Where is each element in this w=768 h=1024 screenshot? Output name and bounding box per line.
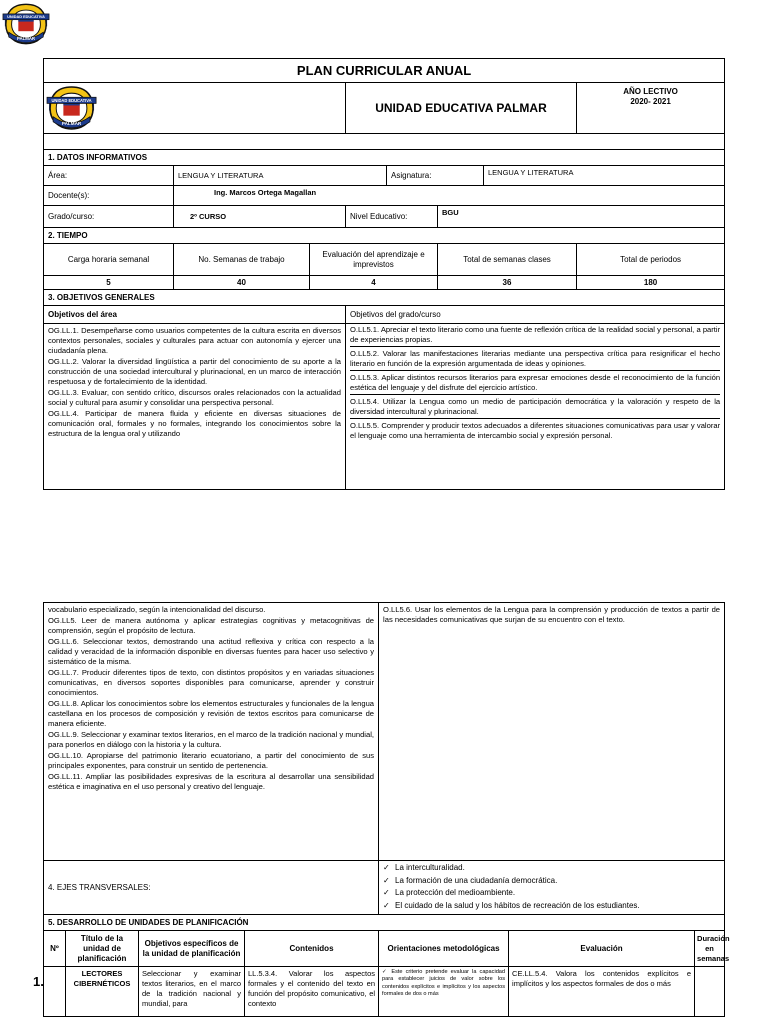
area-objective: OG.LL.4. Participar de manera fluida y eficiente en diversas situaciones de comunicación oral, formales y no formales, integrando los conocimientos sobre la estructura de la lengua oral y utilizando [48,409,341,438]
unit-number-cell [44,967,66,1017]
transversal-axes-list [379,861,725,915]
checkmark-icon: ✓ [383,863,390,872]
units-header-methodology: Orientaciones metodológicas [379,931,509,967]
area-objective: OG.LL.9. Seleccionar y examinar textos literarios, en el marco de la tradición nacional y mundial, para ponerlos en diálogo con la historia y la cultura. [48,730,375,749]
school-year-label: AÑO LECTIVO [623,87,678,96]
transversal-axis-text: La interculturalidad. [395,863,465,872]
school-crest-logo [46,85,132,131]
logo-text-top: UNIDAD EDUCATIVA [51,97,92,103]
subject-label: Asignatura: [387,166,484,186]
area-objective: OG.LL.10. Apropiarse del patrimonio literario ecuatoriano, a partir del conocimiento de sus principales exponentes, para construir un sentido de pertenencia. [48,751,375,770]
time-value-work-weeks: 40 [174,276,310,290]
curriculum-plan-table [43,58,725,490]
grade-objective: O.LL5.1. Apreciar el texto literario como una fuente de reflexión crítica de la realidad social y personal, a partir de experiencias propias. [350,324,720,347]
area-objective: OG.LL.7. Producir diferentes tipos de texto, con distintos propósitos y en variadas situaciones comunicativas, en diversos soportes disponibles para comunicarse, aprender y construir conocimientos. [48,668,375,697]
area-objective: OG.LL.3. Evaluar, con sentido crítico, discursos orales relacionados con la actualidad social y cultural para asumir y consolidar una perspectiva personal. [48,388,341,407]
area-objective: OG.LL.6. Seleccionar textos, demostrando una actitud reflexiva y crítica con respecto a la calidad y veracidad de la información disponible en diversas fuentes para hacer uso selectivo y sistemático de la misma. [48,637,375,666]
transversal-axis-text: La protección del medioambiente. [395,888,516,897]
subject-value: LENGUA Y LITERATURA [484,166,725,186]
school-crest-logo [2,2,50,46]
time-header-work-weeks: No. Semanas de trabajo [174,244,310,276]
unit-evaluation: CE.LL.5.4. Valora los contenidos explícitos e implícitos y los aspectos formales de dos o más [509,967,695,1017]
checkmark-icon: ✓ [383,900,390,910]
area-objectives-list-continued [44,603,379,861]
area-objective: vocabulario especializado, según la intencionalidad del discurso. [48,605,266,614]
unit-duration [695,967,725,1017]
transversal-axes-label: 4. EJES TRANSVERSALES: [44,861,379,915]
units-header-contents: Contenidos [245,931,379,967]
school-name: UNIDAD EDUCATIVA PALMAR [346,83,577,134]
unit-item-number: 1. [33,974,44,989]
section-time: 2. TIEMPO [44,228,725,244]
logo-text-bottom: PALMAR [16,35,36,41]
time-value-class-weeks: 36 [438,276,577,290]
units-header-objectives: Objetivos específicos de la unidad de planificación [139,931,245,967]
grade-objective: O.LL5.6. Usar los elementos de la Lengua para la comprensión y producción de textos a partir de las necesidades comunicativas que surjan de su encuentro con el texto. [383,605,721,624]
school-year-value: 2020- 2021 [630,97,671,106]
header-logo-cell [44,83,346,134]
checkmark-icon: ✓ [383,888,390,897]
time-value-evaluation: 4 [310,276,438,290]
section-units: 5. DESARROLLO DE UNIDADES DE PLANIFICACIÓN [44,915,725,931]
time-value-weekly-hours: 5 [44,276,174,290]
area-objective: OG.LL5. Leer de manera autónoma y aplicar estrategias cognitivas y metacognitivas de comprensión, según el propósito de lectura. [48,616,375,635]
time-header-periods: Total de periodos [577,244,725,276]
transversal-axis-item [383,887,720,900]
logo-text-top: UNIDAD EDUCATIVA [7,15,45,20]
spacer-row [44,134,725,150]
grade-objective: O.LL5.4. Utilizar la Lengua como un medio de participación democrática y la valoración y respeto de la diversidad intercultural y plurinacional. [350,396,720,419]
school-year [577,83,725,134]
teacher-value: Ing. Marcos Ortega Magallan [174,186,725,206]
area-label: Área: [44,166,174,186]
area-objective: OG.LL.8. Aplicar los conocimientos sobre los elementos estructurales y funcionales de la lengua castellana en los procesos de composición y revisión de textos escritos para comunicarse de manera eficiente. [48,699,375,728]
unit-methodology: ✓ Este criterio pretende evaluar la capacidad para establecer juicios de valor sobre los contenidos explícitos e implícitos y los aspectos formales de dos o más [379,967,509,1017]
area-objective: OG.LL.1. Desempeñarse como usuarios competentes de la cultura escrita en diversos contextos personales, sociales y culturales para actuar con autonomía y ejercer una ciudadanía plena. [48,326,341,355]
time-value-periods: 180 [577,276,725,290]
area-objectives-list [44,324,346,490]
level-label: Nivel Educativo: [346,206,438,228]
curriculum-plan-table-continued [43,602,730,1017]
transversal-axis-text: El cuidado de la salud y los hábitos de recreación de los estudiantes. [395,900,640,910]
unit-contents: LL.5.3.4. Valorar los aspectos formales y el contenido del texto en función del propósito comunicativo, el contexto [245,967,379,1017]
grade-value: 2º CURSO [174,206,346,228]
transversal-axis-item [383,875,720,888]
checkmark-icon: ✓ [383,875,390,885]
grade-objective: O.LL5.2. Valorar las manifestaciones literarias mediante una perspectiva crítica para resignificar el hecho literario en función de la expresión argumentada de ideas y opiniones. [350,348,720,371]
area-objective: OG.LL.11. Ampliar las posibilidades expresivas de la escritura al desarrollar una sensibilidad estética e imaginativa en el uso personal y creativo del lenguaje. [48,772,375,791]
time-header-class-weeks: Total de semanas clases [438,244,577,276]
grade-objectives-header: Objetivos del grado/curso [346,306,725,324]
plan-title: PLAN CURRICULAR ANUAL [44,59,725,83]
grade-label: Grado/curso: [44,206,174,228]
units-header-evaluation: Evaluación [509,931,695,967]
area-objective: OG.LL.2. Valorar la diversidad lingüística a partir del conocimiento de su aporte a la construcción de una sociedad intercultural y plurinacional, en un marco de interacción respetuosa y de fortalecimiento de la identidad. [48,357,341,386]
time-header-evaluation: Evaluación del aprendizaje e imprevistos [310,244,438,276]
units-header-duration: Duración en semanas [695,931,725,967]
grade-objectives-list-continued [379,603,725,861]
grade-objective: O.LL5.3. Aplicar distintos recursos literarios para expresar emociones desde el reconocimiento de la función estética del lenguaje y del disfrute del ejercicio artístico. [350,372,720,395]
area-value: LENGUA Y LITERATURA [174,166,387,186]
time-header-weekly-hours: Carga horaria semanal [44,244,174,276]
unit-title: LECTORES CIBERNÉTICOS [66,967,139,1017]
unit-objectives: Seleccionar y examinar textos literarios, en el marco de la tradición nacional y mundial, para [139,967,245,1017]
transversal-axis-item [383,862,720,875]
units-header-title: Título de la unidad de planificación [66,931,139,967]
area-objectives-header: Objetivos del área [44,306,346,324]
units-header-number: Nº [44,931,66,967]
transversal-axis-text: La formación de una ciudadanía democrática. [395,875,558,885]
teacher-label: Docente(s): [44,186,174,206]
transversal-axis-item [383,900,720,913]
grade-objectives-list [346,324,725,490]
grade-objective: O.LL5.5. Comprender y producir textos adecuados a diferentes situaciones comunicativas para usar y valorar el lenguaje como una herramienta de intercambio social y expresión personal. [350,421,721,440]
section-objectives: 3. OBJETIVOS GENERALES [44,290,725,306]
logo-text-bottom: PALMAR [61,120,82,126]
level-value: BGU [438,206,725,228]
section-general-info: 1. DATOS INFORMATIVOS [44,150,725,166]
